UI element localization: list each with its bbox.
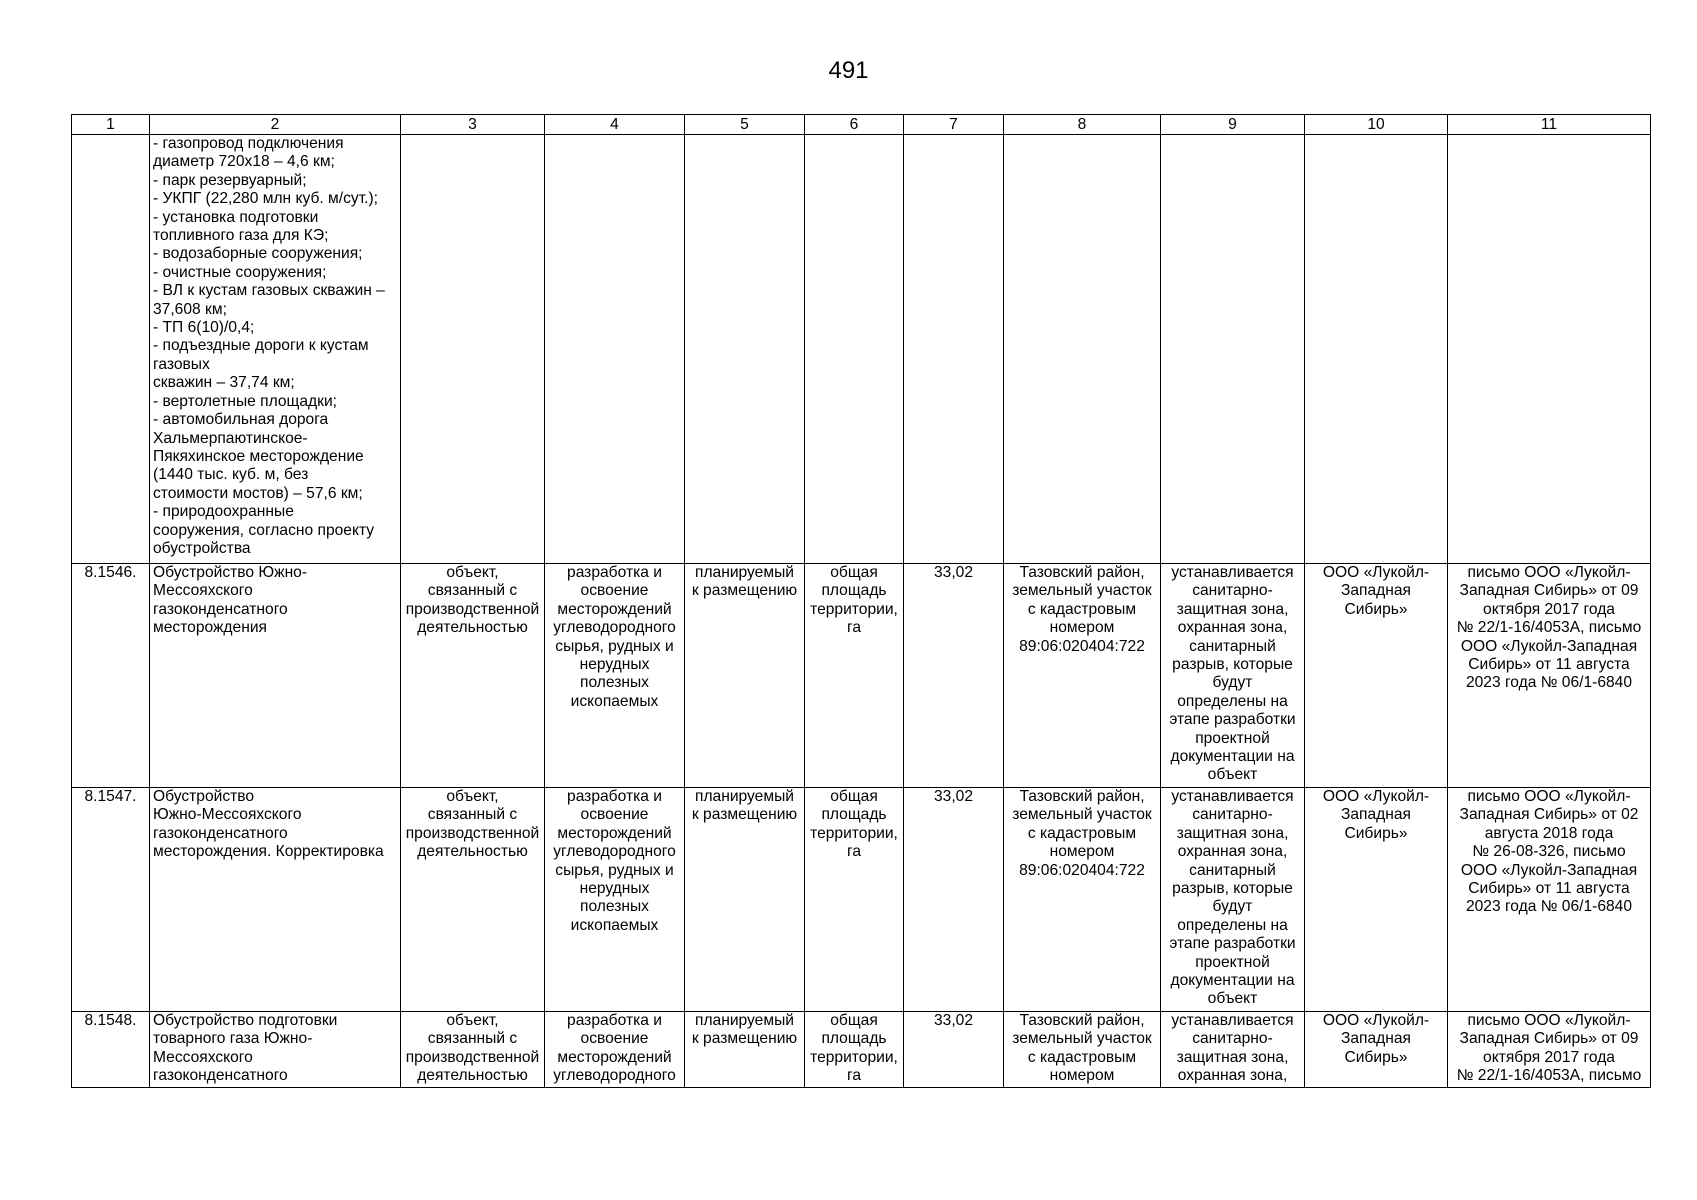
- cell-value: 33,02: [904, 1012, 1004, 1088]
- column-header: 8: [1004, 115, 1161, 135]
- register-table: [71, 114, 1651, 1088]
- column-header: 10: [1305, 115, 1448, 135]
- cell-zones: устанавливается санитарно- защитная зона, охранная зона,: [1161, 1012, 1305, 1088]
- cell-purpose: разработка и освоение месторождений углеводородного: [545, 1012, 685, 1088]
- column-header: 6: [805, 115, 904, 135]
- page-number: 491: [828, 57, 869, 84]
- cell-basis: письмо ООО «Лукойл- Западная Сибирь» от 09 октября 2017 года № 22/1-16/4053А, письмо ООО «Лукойл-Западная Сибирь» от 11 августа 2023 года № 06/1-6840: [1448, 564, 1651, 788]
- column-header: 9: [1161, 115, 1305, 135]
- cell-num: [72, 135, 150, 564]
- cell-basis: письмо ООО «Лукойл- Западная Сибирь» от 09 октября 2017 года № 22/1-16/4053А, письмо: [1448, 1012, 1651, 1088]
- cell-characteristic: общая площадь территории, га: [805, 564, 904, 788]
- cell-status: [685, 135, 805, 564]
- cell-purpose: разработка и освоение месторождений углеводородного сырья, рудных и нерудных полезных ископаемых: [545, 564, 685, 788]
- cell-zones: [1161, 135, 1305, 564]
- cell-initiator: ООО «Лукойл- Западная Сибирь»: [1305, 1012, 1448, 1088]
- table-row: [72, 564, 1651, 788]
- cell-location: [1004, 135, 1161, 564]
- cell-object-name: Обустройство Южно-Мессояхского газоконденсатного месторождения. Корректировка: [150, 788, 401, 1012]
- cell-location: Тазовский район, земельный участок с кадастровым номером 89:06:020404:722: [1004, 788, 1161, 1012]
- column-header: 2: [150, 115, 401, 135]
- cell-purpose: [545, 135, 685, 564]
- cell-basis: [1448, 135, 1651, 564]
- column-header: 7: [904, 115, 1004, 135]
- cell-zones: устанавливается санитарно- защитная зона, охранная зона, санитарный разрыв, которые будут определены на этапе разработки проектной документации на объект: [1161, 564, 1305, 788]
- column-header: 11: [1448, 115, 1651, 135]
- column-number-row: [72, 115, 1651, 135]
- column-header: 3: [401, 115, 545, 135]
- cell-status: планируемый к размещению: [685, 564, 805, 788]
- cell-value: [904, 135, 1004, 564]
- cell-characteristic: [805, 135, 904, 564]
- cell-num: 8.1548.: [72, 1012, 150, 1088]
- cell-initiator: ООО «Лукойл- Западная Сибирь»: [1305, 564, 1448, 788]
- cell-characteristic: общая площадь территории, га: [805, 1012, 904, 1088]
- cell-object-name: - газопровод подключения диаметр 720х18 – 4,6 км; - парк резервуарный; - УКПГ (22,280 млн куб. м/сут.); - установка подготовки топливного газа для КЭ; - водозаборные сооружения; - очистные сооружения; - ВЛ к кустам газовых скважин – 37,608 км; - ТП 6(10)/0,4; - подъездные дороги к кустам газовых скважин – 37,74 км; - вертолетные площадки; - автомобильная дорога Хальмерпаютинское- Пякяхинское месторождение (1440 тыс. куб. м, без стоимости мостов) – 57,6 км; - природоохранные сооружения, согласно проекту обустройства: [150, 135, 401, 564]
- cell-num: 8.1546.: [72, 564, 150, 788]
- cell-type: объект, связанный с производственной деятельностью: [401, 788, 545, 1012]
- column-header: 1: [72, 115, 150, 135]
- cell-object-name: Обустройство подготовки товарного газа Южно- Мессояхского газоконденсатного: [150, 1012, 401, 1088]
- cell-object-name: Обустройство Южно- Мессояхского газоконденсатного месторождения: [150, 564, 401, 788]
- table-row-continued: [72, 135, 1651, 564]
- cell-status: планируемый к размещению: [685, 788, 805, 1012]
- cell-num: 8.1547.: [72, 788, 150, 1012]
- cell-characteristic: общая площадь территории, га: [805, 788, 904, 1012]
- cell-value: 33,02: [904, 564, 1004, 788]
- column-header: 4: [545, 115, 685, 135]
- cell-value: 33,02: [904, 788, 1004, 1012]
- cell-initiator: ООО «Лукойл- Западная Сибирь»: [1305, 788, 1448, 1012]
- cell-status: планируемый к размещению: [685, 1012, 805, 1088]
- cell-zones: устанавливается санитарно- защитная зона, охранная зона, санитарный разрыв, которые будут определены на этапе разработки проектной документации на объект: [1161, 788, 1305, 1012]
- table-row: [72, 1012, 1651, 1088]
- cell-type: [401, 135, 545, 564]
- cell-initiator: [1305, 135, 1448, 564]
- table-row: [72, 788, 1651, 1012]
- cell-purpose: разработка и освоение месторождений углеводородного сырья, рудных и нерудных полезных ископаемых: [545, 788, 685, 1012]
- cell-location: Тазовский район, земельный участок с кадастровым номером 89:06:020404:722: [1004, 564, 1161, 788]
- cell-type: объект, связанный с производственной деятельностью: [401, 564, 545, 788]
- cell-basis: письмо ООО «Лукойл- Западная Сибирь» от 02 августа 2018 года № 26-08-326, письмо ООО «Лукойл-Западная Сибирь» от 11 августа 2023 года № 06/1-6840: [1448, 788, 1651, 1012]
- cell-type: объект, связанный с производственной деятельностью: [401, 1012, 545, 1088]
- cell-location: Тазовский район, земельный участок с кадастровым номером: [1004, 1012, 1161, 1088]
- column-header: 5: [685, 115, 805, 135]
